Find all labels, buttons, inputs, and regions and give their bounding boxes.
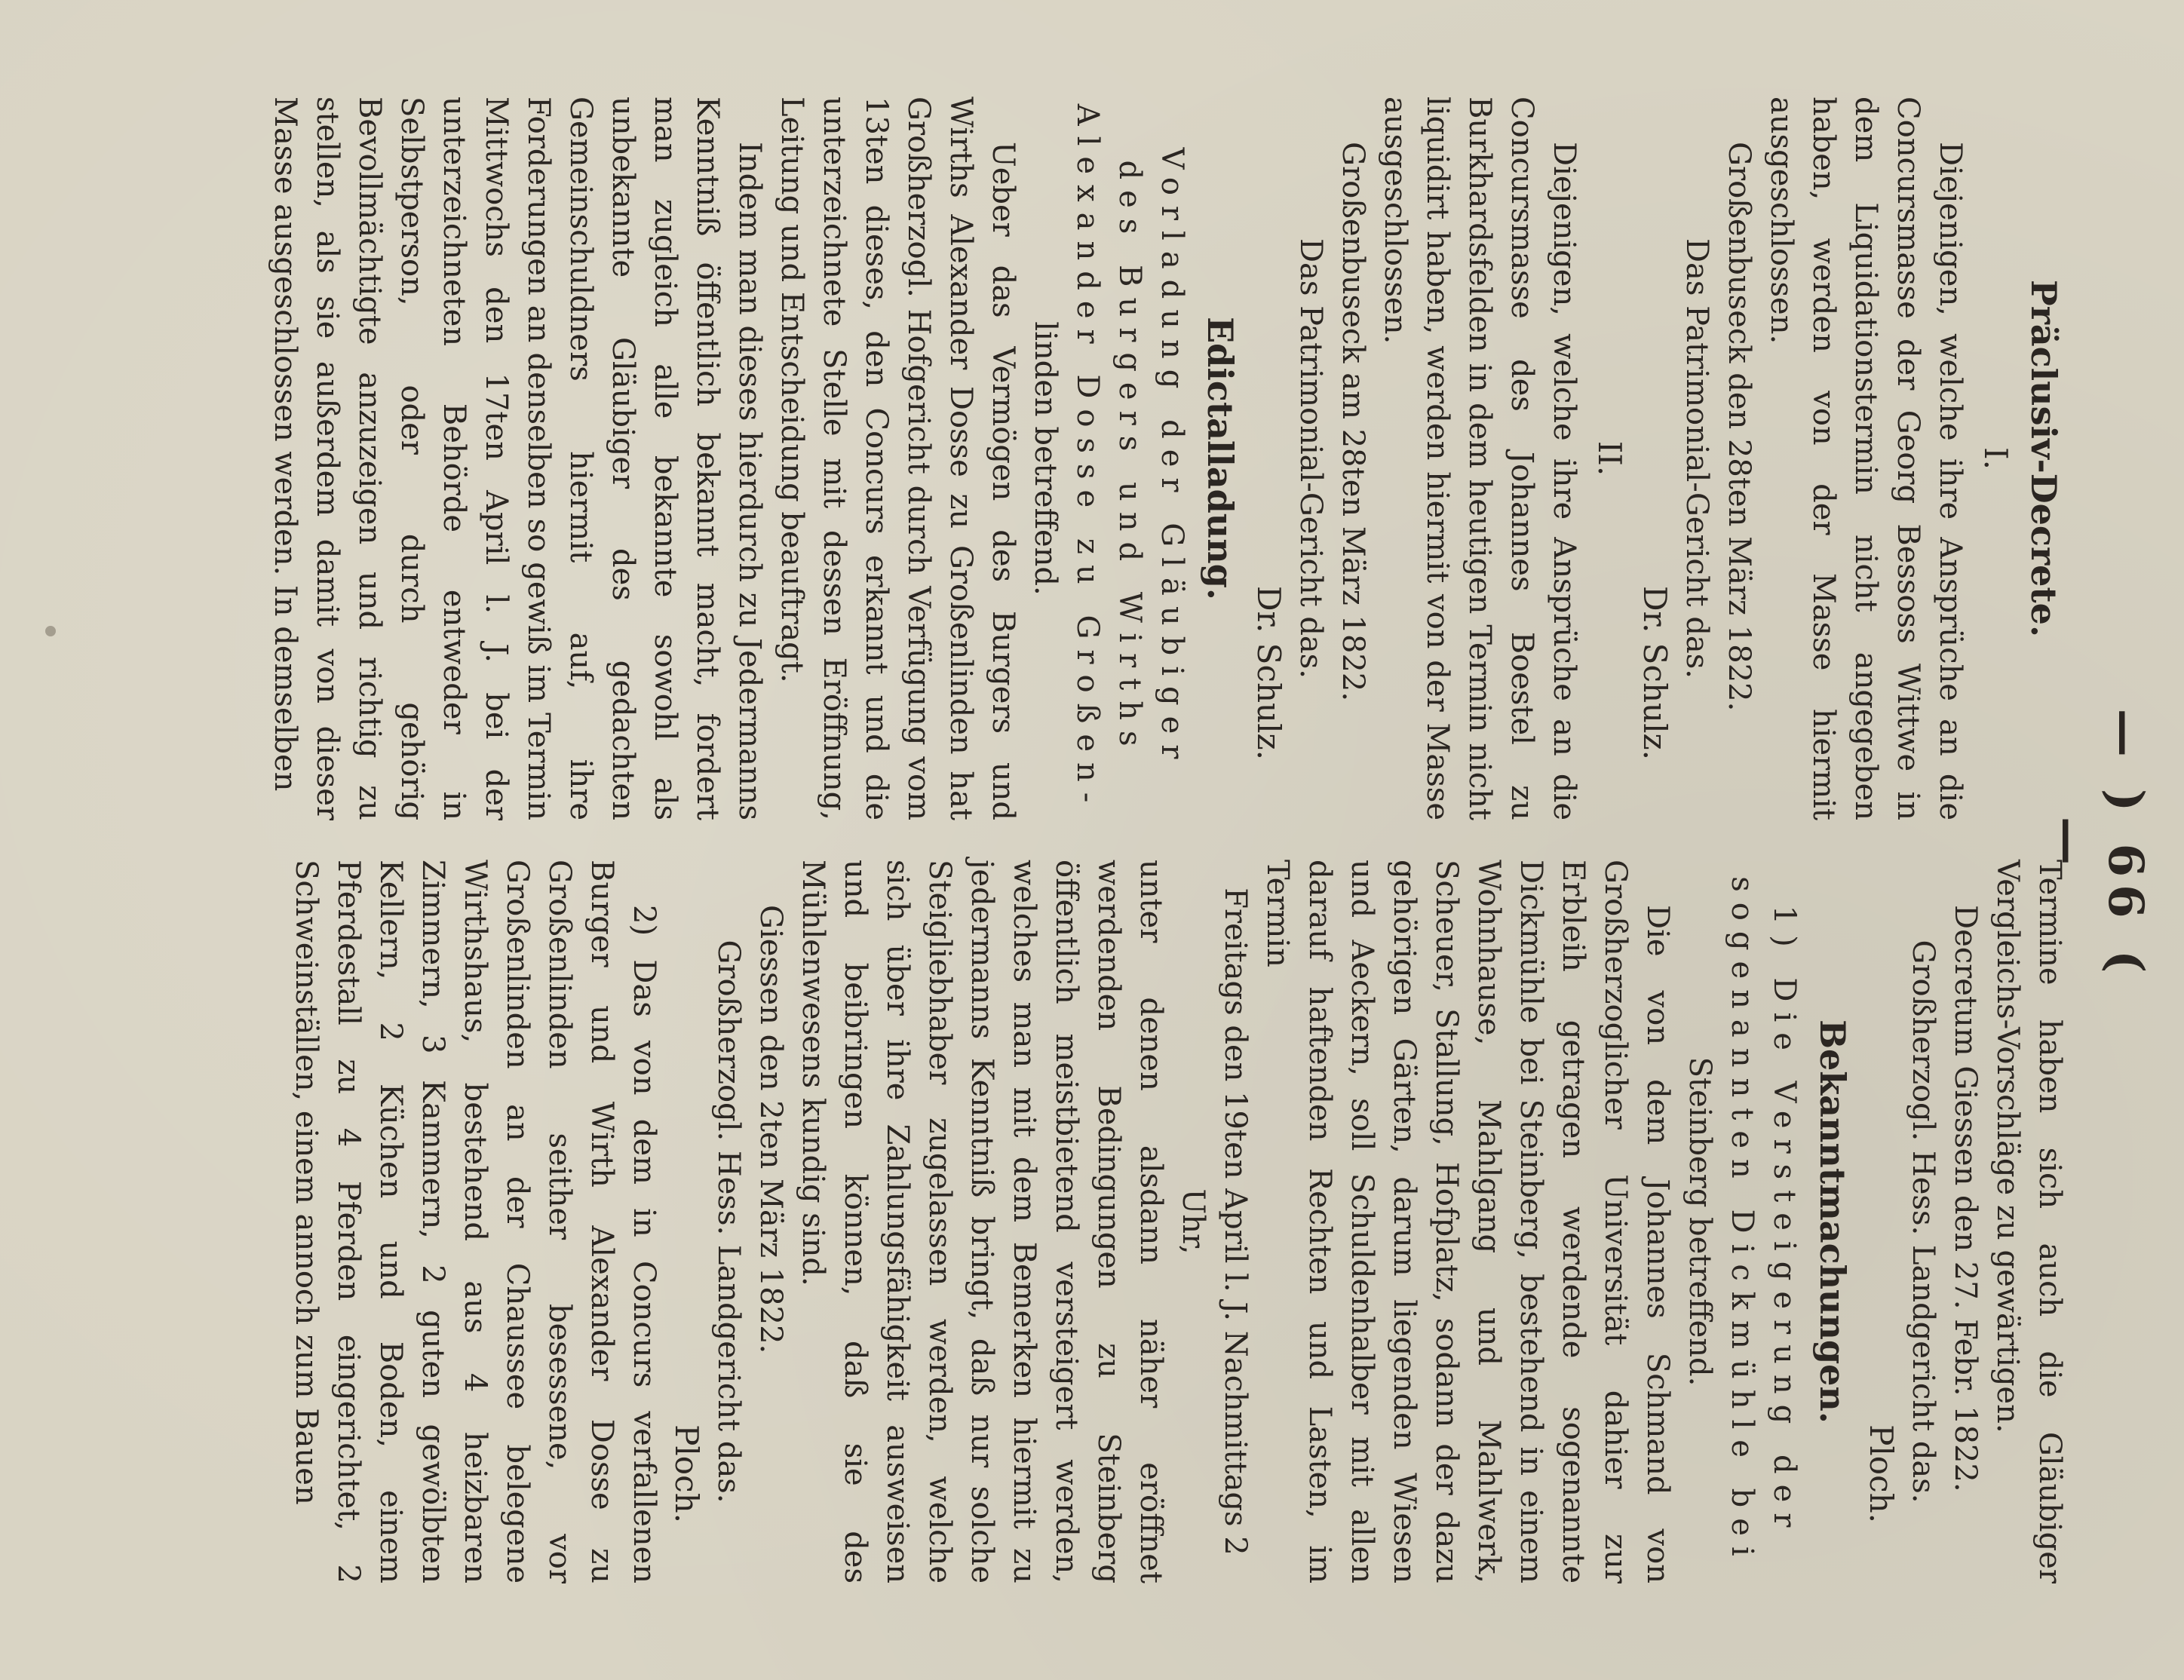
notice-1-text: Die von dem Johannes Schmand von Großherzoglicher Universität dahier zur Erbleih getragen werdende sogenannte Dickmühle bei Steinberg, bestehend in einem Wohnhause, Mahlgang und Mahlwerk, Scheuer, Stallung, Hofplatz, sodann der dazu gehörigen Gärten, darum liegenden Wiesen und Aeckern, soll Schuldenhalber mit allen darauf haftenden Rechten und Lasten, im Termin [1260,860,1675,1583]
left-column [264,97,2071,820]
notice-1-title-line-2: sogenannten Dickmühle bei [1725,876,1759,1567]
edict-title-line-2: des Burgers und Wirths [1112,160,1147,757]
section-i-court: Das Patrimonial-Gericht das. [1679,238,1714,679]
section-i-date: Großenbuseck den 28ten März 1822. [1722,142,1756,712]
edict-title-line-1: Vorladung der Gläubiger [1155,147,1189,770]
page-number: — ) 66 ( — [2041,708,2154,981]
notice-1-signature: Ploch. [668,1424,705,1523]
notice-1-text-2: unter denen alsdann näher eröffnet werdenden Bedingungen zu Steinberg öffentlich meistbietend versteigert werden, welches man mit dem Bemerken hiermit zu jedermanns Kenntniß bringt, daß nur solche Steigliebhaber zugelassen werden, welche sich über ihre Zahlungsfähigkeit ausweisen und beibringen können, daß sie des Mühlenwesens kundig sind. [796,860,1168,1583]
section-i-signature: Dr. Schulz. [1636,585,1673,760]
right-column [285,860,2071,1583]
edict-title-line-4: linden betreffend. [1028,321,1063,596]
notice-1-title-line-3: Steinberg betreffend. [1682,1056,1717,1387]
edict-heading: Edictalladung. [1200,317,1241,600]
section-ii-date: Großenbuseck am 28ten März 1822. [1336,142,1370,702]
notice-1-date: Giessen den 2ten März 1822. [753,905,788,1354]
section-i-number: I. [1977,447,2014,470]
decretum-date: Decretum Giessen den 27. Febr. 1822. [1948,905,1983,1492]
edict-title-line-3: Alexander Dosse zu Großen- [1070,103,1105,814]
preclusive-decrees-heading: Präclusiv-Decrete. [2023,280,2064,637]
notice-2-text: 2) Das von dem in Concurs verfallenen Burger und Wirth Alexander Dosse zu Großenlinden seither besessene, vor Großenlinden an der Chaussee belegene Wirthshaus, bestehend aus 4 heizbaren Zimmern, 3 Kammern, 2 guten gewölbten Kellern, 2 Küchen und Boden, einem Pferdestall zu 4 Pferden eingerichtet, 2 Schweinställen, einem annoch zum Bauen [289,860,661,1583]
decretum-signature: Ploch. [1863,1424,1900,1523]
decretum-court: Großherzogl. Hess. Landgericht das. [1906,940,1940,1504]
announcements-heading: Bekanntmachungen. [1812,1019,1853,1424]
section-i-text: Diejenigen, welche ihre Ansprüche an die Concursmasse der Georg Bessoss Wittwe in dem Liquidationstermin nicht angegeben haben, werden von der Masse hiermit ausgeschlossen. [1764,97,1968,820]
edict-paragraph-1: Ueber das Vermögen des Burgers und Wirths Alexander Dosse zu Großenlinden hat Großherzogl. Hofgericht durch Verfügung vom 13ten dieses, den Concurs erkannt und die unterzeichnete Stelle mit dessen Eröffnung, Leitung und Entscheidung beauftragt. [775,97,1020,820]
notice-1-title-line-1: 1) Die Versteigerung der [1767,905,1802,1538]
section-ii-signature: Dr. Schulz. [1250,585,1287,760]
notice-1-court: Großherzogl. Hess. Landgericht das. [711,940,746,1504]
notice-1-termin: Freitags den 19ten April l. J. Nachmittags 2 Uhr, [1176,888,1253,1556]
section-ii-court: Das Patrimonial-Gericht das. [1293,238,1328,679]
edict-continuation: Termine haben sich auch die Gläubiger Vergleichs-Vorschläge zu gewärtigen. [1990,860,2067,1583]
section-ii-text: Diejenigen, welche ihre Ansprüche an die Concursmasse des Johannes Boestel zu Burkhardsfelden in dem heutigen Termin nicht liquidirt haben, werden hiermit von der Masse ausgeschlossen. [1378,97,1581,820]
edict-paragraph-2: Indem man dieses hierdurch zu Jedermanns Kenntniß öffentlich bekannt macht, fordert man zugleich alle bekannte sowohl als unbekannte Gläubiger des gedachten Gemeinschuldners hiermit auf, ihre Forderungen an denselben so gewiß im Termin Mittwochs den 17ten April l. J. bei der unterzeichneten Behörde entweder in Selbstperson, oder durch gehörig Bevollmächtigte anzuzeigen und richtig zu stellen, als sie außerdem damit von dieser Masse ausgeschlossen werden. In demselben [268,97,767,820]
section-ii-number: II. [1591,440,1628,477]
